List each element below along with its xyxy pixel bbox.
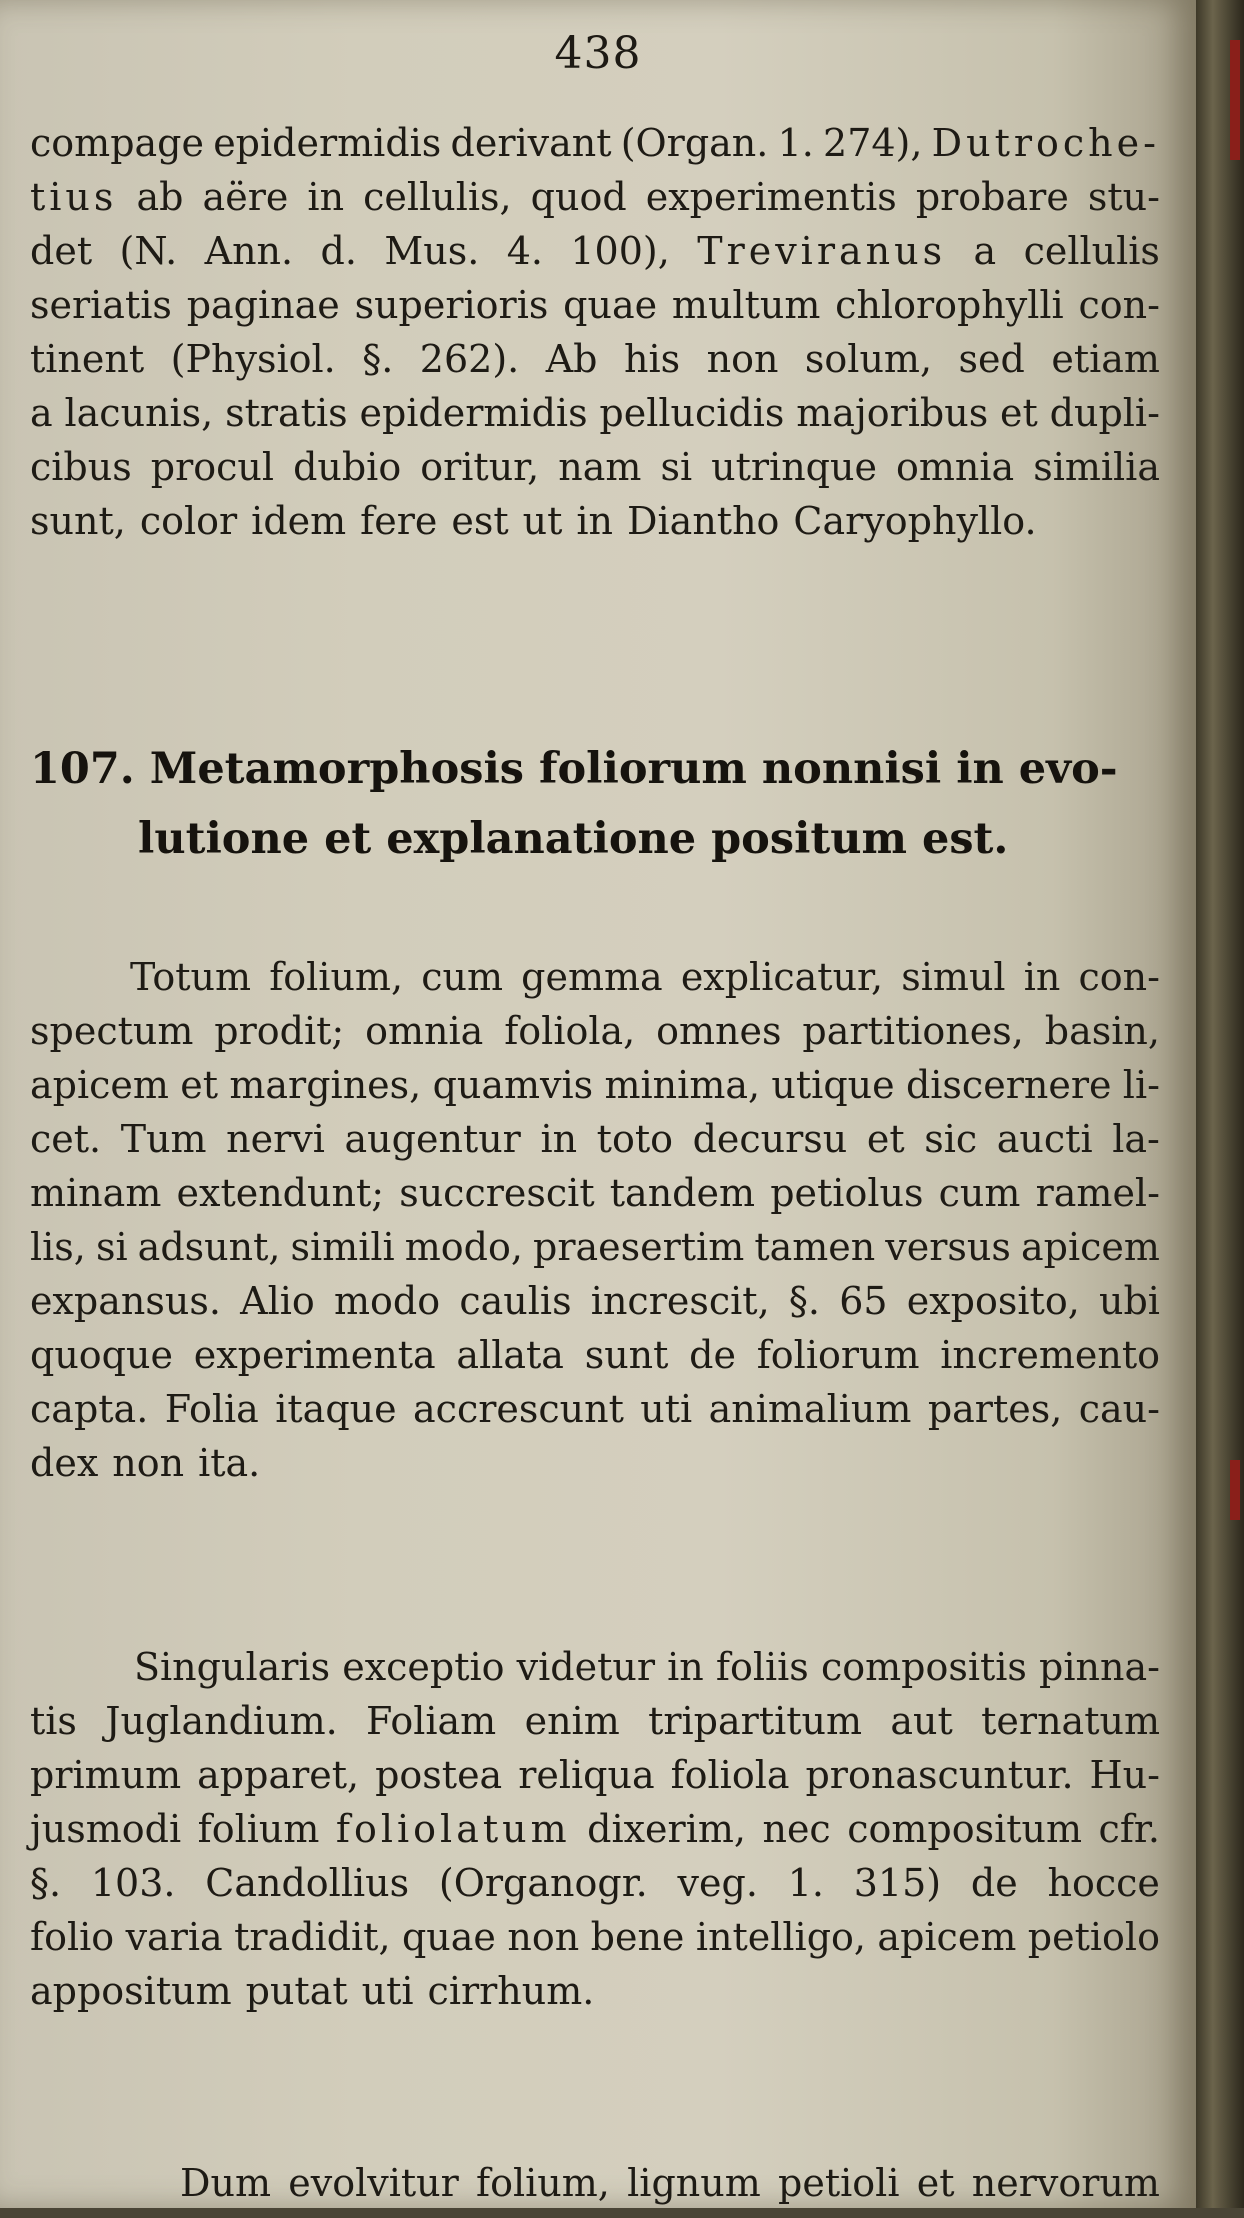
section-heading [30,744,1160,888]
paragraph-3 [30,1645,1160,2026]
text-line: tinent (Physiol. §. 262). Ab his non solum, sed etiam [30,337,1160,381]
text-line: Singularis exceptio videtur in foliis compositis pinna- [134,1645,1160,1689]
section-number: 107. [30,744,135,794]
section-heading-line-1 [30,744,1160,818]
text-line: quoque experimenta allata sunt de foliorum incremento [30,1333,1160,1377]
text-line: det (N. Ann. d. Mus. 4. 100), Treviranus a cellulis [30,229,1160,273]
page-edge [1196,0,1244,2208]
paragraph-4 [30,2161,1160,2218]
text-line: seriatis paginae superioris quae multum chlorophylli con- [30,283,1160,327]
bookmark-tab [1230,1460,1240,1520]
text-line: §. 103. Candollius (Organogr. veg. 1. 315) de hocce [30,1861,1160,1905]
text-line: cibus procul dubio oritur, nam si utrinque omnia similia [30,445,1160,489]
text-line: cet. Tum nervi augentur in toto decursu et sic aucti la- [30,1117,1160,1161]
text-line: expansus. Alio modo caulis increscit, §. 65 exposito, ubi [30,1279,1160,1323]
text-line: tis Juglandium. Foliam enim tripartitum aut ternatum [30,1699,1160,1743]
text-line: compage epidermidis derivant (Organ. 1. 274), Dutroche- [30,121,1160,165]
text-line: sunt, color idem fere est ut in Diantho Caryophyllo. [30,499,1037,543]
text-line: capta. Folia itaque accrescunt uti animalium partes, cau- [30,1387,1160,1431]
text-line: primum apparet, postea reliqua foliola pronascuntur. Hu- [30,1753,1160,1797]
text-line: tius ab aëre in cellulis, quod experimentis probare stu- [30,175,1160,219]
text-line: Dum evolvitur folium, lignum petioli et nervorum [180,2161,1160,2205]
text-line: apicem et margines, quamvis minima, utique discernere li- [30,1063,1160,1107]
text-line: minam extendunt; succrescit tandem petiolus cum ramel- [30,1171,1160,1215]
section-title-line-1: Metamorphosis foliorum nonnisi in evo- [149,744,1118,794]
bookmark-tab [1230,40,1240,160]
text-line: spectum prodit; omnia foliola, omnes partitiones, basin, [30,1009,1160,1053]
paragraph-1 [30,121,1160,556]
text-line: jusmodi folium foliolatum dixerim, nec compositum cfr. [30,1807,1160,1851]
text-line: folio varia tradidit, quae non bene intelligo, apicem petiolo [30,1915,1160,1959]
text-line: a lacunis, stratis epidermidis pellucidis majoribus et dupli- [30,391,1160,435]
text-line: dex non ita. [30,1441,261,1485]
page-number: 438 [554,28,642,79]
paragraph-2 [30,955,1160,1498]
text-line: Totum folium, cum gemma explicatur, simul in con- [130,955,1160,999]
text-line: appositum putat uti cirrhum. [30,1969,595,2013]
section-heading-line-2: lutione et explanatione positum est. [138,814,1009,864]
text-line: lis, si adsunt, simili modo, praesertim tamen versus apicem [30,1225,1160,1269]
